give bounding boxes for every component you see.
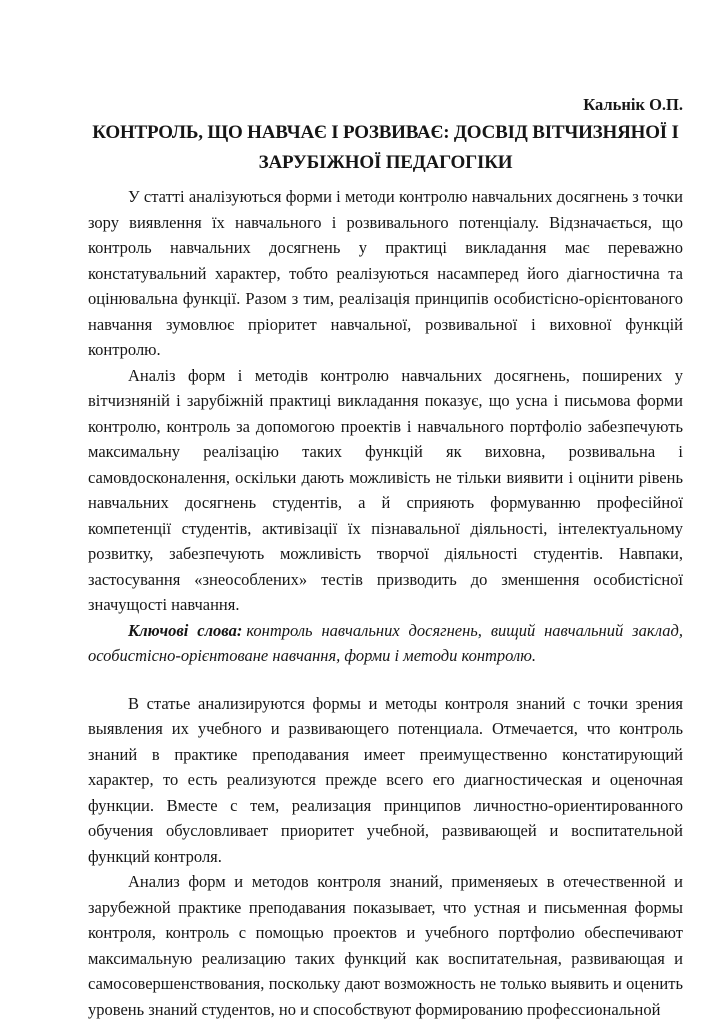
article-title: КОНТРОЛЬ, ЩО НАВЧАЄ І РОЗВИВАЄ: ДОСВІД ВІТЧИЗНЯНОЇ І ЗАРУБІЖНОЇ ПЕДАГОГІКИ bbox=[92, 122, 679, 173]
abstract-uk-paragraph-1: У статті аналізуються форми і методи контролю навчальних досягнень з точки зору виявлення їх навчального і розвивального потенціалу. Відзначається, що контроль навчальних досягнень у практиці викладання має переважно констатувальний характер, тобто реалізуються насамперед його діагностична та оцінювальна функції. Разом з тим, реалізація принципів особистісно-орієнтованого навчання зумовлює пріоритет навчальної, розвивальної і виховної функцій контролю. bbox=[88, 187, 683, 359]
author-name: Кальнік О.П. bbox=[583, 95, 683, 114]
abstract-ru-paragraph-2: Анализ форм и методов контроля знаний, применяеых в отечественной и зарубежной практике преподавания показывает, что устная и письменная формы контроля, контроль с помощью проектов и учебного портфолио обеспечивают максимальную реализацию таких функций как воспитательная, развивающая и самосовершенствования, поскольку дают возможность не только выявить и оценить уровень знаний студентов, но и способствуют формированию профессиональной bbox=[88, 872, 683, 1019]
abstract-ru-paragraph-1: В статье анализируются формы и методы контроля знаний с точки зрения выявления их учебного и развивающего потенциала. Отмечается, что контроль знаний в практике преподавания имеет преимущественно констатирующий характер, то есть реализуются прежде всего его диагностическая и оценочная функции. Вместе с тем, реализация принципов личностно-ориентированного обучения обусловливает приоритет учебной, развивающей и воспитательной функций контроля. bbox=[88, 693, 683, 866]
keywords-paragraph bbox=[88, 618, 683, 669]
keywords-text: контроль навчальних досягнень, вищий навчальний заклад, особистісно-орієнтоване навчання, форми і методи контролю. bbox=[88, 620, 683, 665]
abstract-uk-paragraph-2: Аналіз форм і методів контролю навчальних досягнень, поширених у вітчизняній і зарубіжній практиці викладання показує, що усна і письмова форми контролю, контроль за допомогою проектів і навчального портфоліо забезпечують максимальну реалізацію таких функцій як виховна, розвивальна і самовдосконалення, оскільки дають можливість не тільки виявити і оцінити рівень навчальних досягнень студентів, а й сприяють формуванню професійної компетенції студентів, активізації їх пізнавальної діяльності, інтелектуальному розвитку, забезпечують можливість творчої діяльності студентів. Навпаки, застосування «знеособлених» тестів призводить до зменшення особистісної значущості навчання. bbox=[88, 365, 683, 614]
keywords-label: Ключові слова: bbox=[128, 620, 243, 640]
